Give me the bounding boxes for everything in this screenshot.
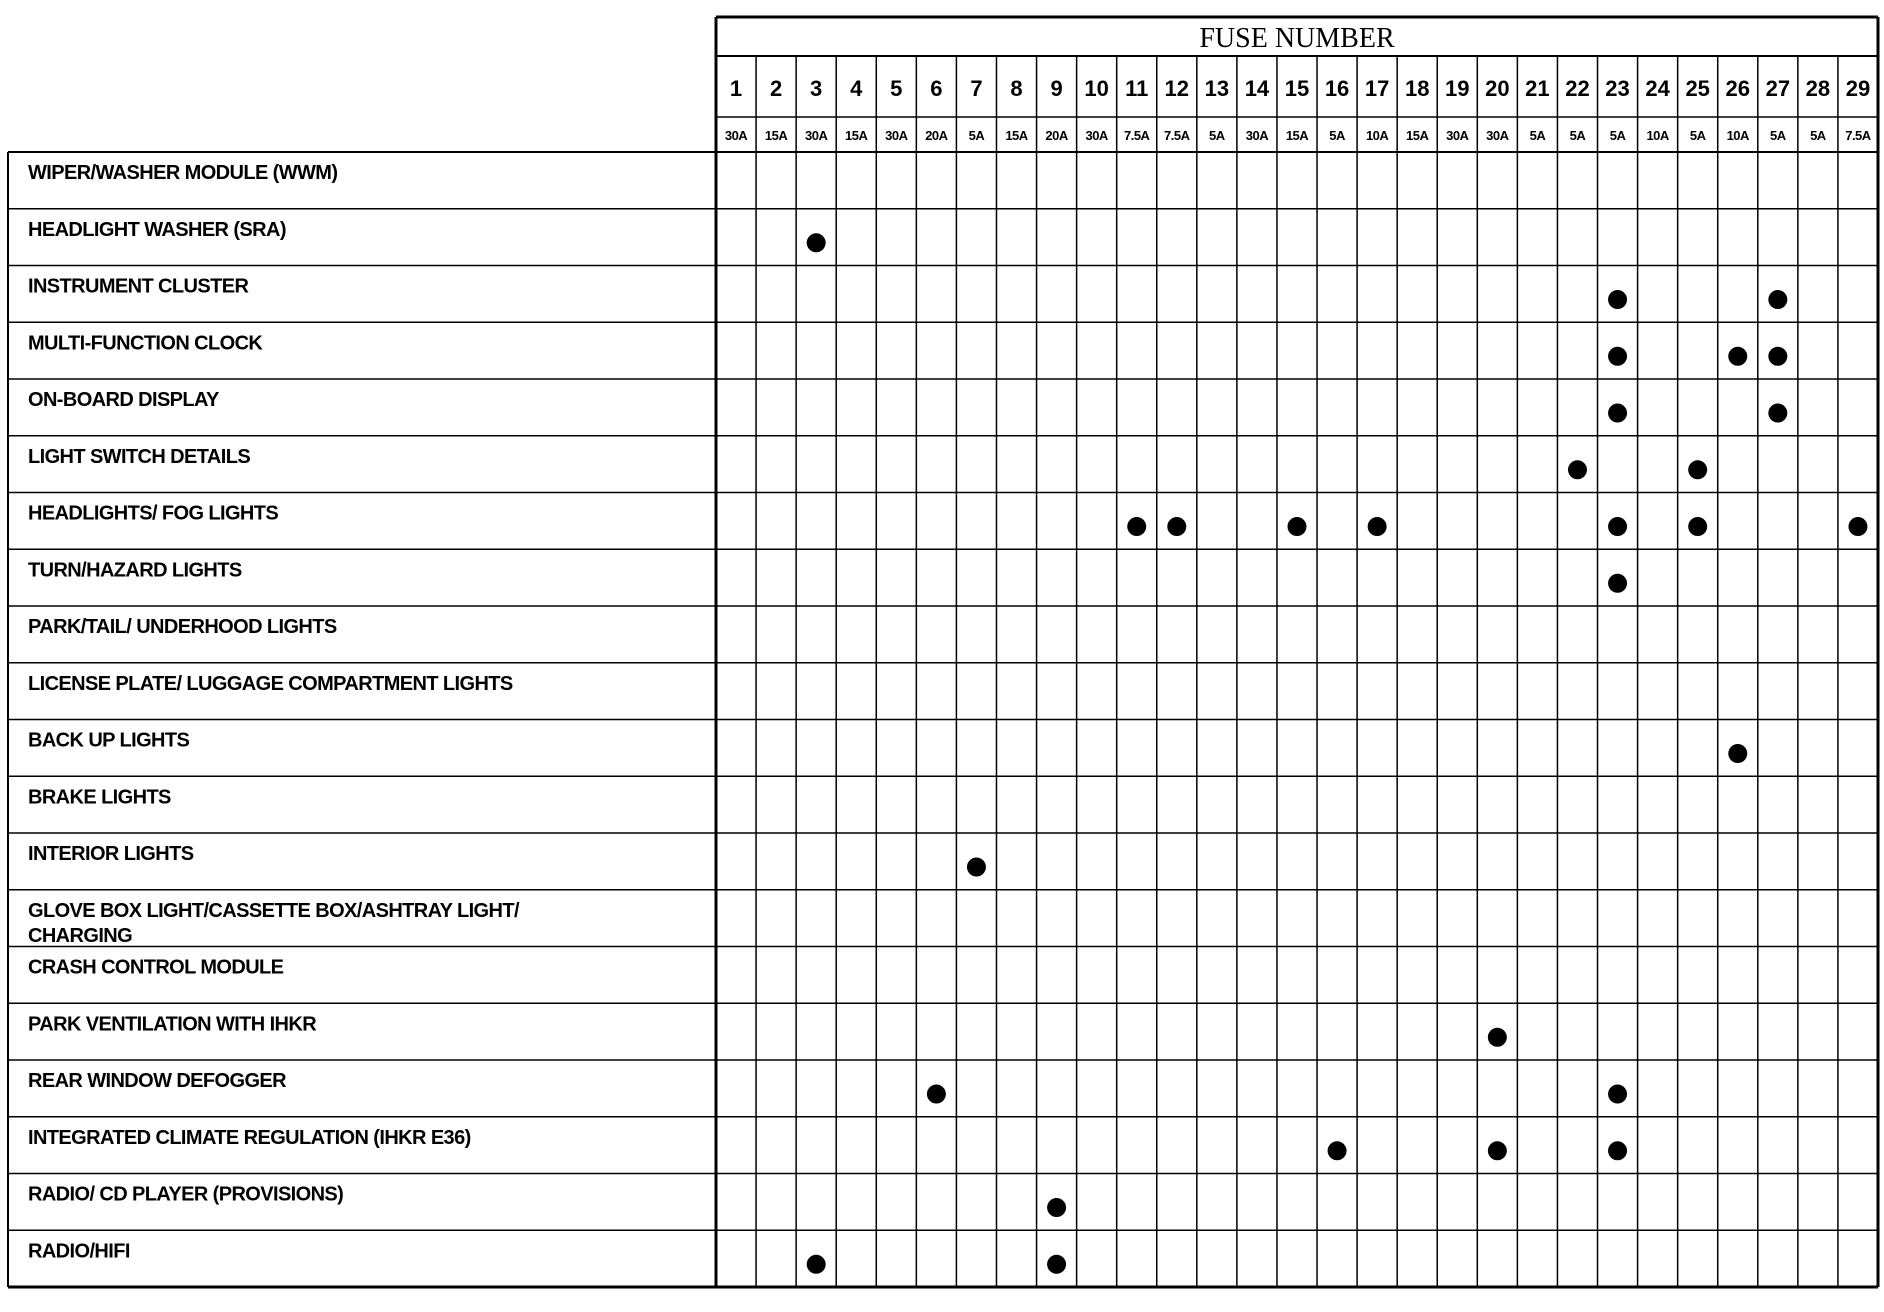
fuse-number: 12 xyxy=(1164,76,1190,101)
fuse-rating: 10A xyxy=(1726,128,1749,143)
fuse-number: 18 xyxy=(1404,76,1430,101)
fuse-rating: 30A xyxy=(724,128,748,143)
fuse-marker-dot xyxy=(1608,347,1627,366)
circuit-label: LICENSE PLATE/ LUGGAGE COMPARTMENT LIGHTS xyxy=(28,672,513,695)
circuit-label: CRASH CONTROL MODULE xyxy=(28,956,284,979)
fuse-number: 23 xyxy=(1605,76,1630,101)
fuse-marker-dot xyxy=(1768,404,1787,423)
fuse-number: 17 xyxy=(1364,76,1390,101)
fuse-rating: 30A xyxy=(885,128,908,143)
fuse-marker-dot xyxy=(1608,517,1627,536)
fuse-marker-dot xyxy=(1608,1141,1627,1160)
fuse-number: 16 xyxy=(1324,76,1350,101)
fuse-number: 11 xyxy=(1125,76,1149,101)
fuse-marker-dot xyxy=(967,858,986,877)
fuse-marker-dot xyxy=(1167,517,1186,536)
circuit-label: BRAKE LIGHTS xyxy=(28,786,171,809)
fuse-number: 26 xyxy=(1725,76,1751,101)
fuse-marker-dot xyxy=(1047,1255,1066,1274)
fuse-marker-dot xyxy=(1848,517,1867,536)
fuse-rating: 15A xyxy=(764,128,788,143)
circuit-label: HEADLIGHTS/ FOG LIGHTS xyxy=(28,502,279,525)
fuse-marker-dot xyxy=(1688,460,1707,479)
fuse-rating: 15A xyxy=(845,128,868,143)
fuse-rating: 10A xyxy=(1646,128,1669,143)
fuse-number: 1 xyxy=(729,76,743,101)
fuse-number: 21 xyxy=(1525,76,1550,101)
fuse-number: 8 xyxy=(1010,76,1023,101)
circuit-label: INTERIOR LIGHTS xyxy=(28,843,194,865)
circuit-label: INSTRUMENT CLUSTER xyxy=(28,275,249,298)
circuit-label: PARK/TAIL/ UNDERHOOD LIGHTS xyxy=(28,616,337,638)
fuse-number: 3 xyxy=(810,76,823,101)
fuse-marker-dot xyxy=(1328,1141,1347,1160)
fuse-number: 2 xyxy=(769,76,783,101)
fuse-number: 19 xyxy=(1445,76,1470,101)
fuse-rating: 20A xyxy=(1045,128,1068,143)
fuse-rating: 5A xyxy=(1689,128,1706,143)
fuse-marker-dot xyxy=(1568,460,1587,479)
fuse-marker-dot xyxy=(1768,290,1787,309)
fuse-rating: 5A xyxy=(1569,128,1586,143)
fuse-number: 5 xyxy=(890,76,903,101)
fuse-number: 4 xyxy=(850,76,863,101)
circuit-label: LIGHT SWITCH DETAILS xyxy=(28,445,251,468)
fuse-marker-dot xyxy=(1488,1028,1507,1047)
fuse-rating: 30A xyxy=(1446,128,1469,143)
fuse-rating: 30A xyxy=(1245,128,1269,143)
fuse-marker-dot xyxy=(1288,517,1307,536)
circuit-label: REAR WINDOW DEFOGGER xyxy=(28,1070,286,1092)
fuse-number: 13 xyxy=(1204,76,1230,101)
fuse-rating: 7.5A xyxy=(1123,128,1150,143)
fuse-markers xyxy=(807,233,1868,1274)
fuse-rating: 15A xyxy=(1005,128,1028,143)
fuse-rating: 7.5A xyxy=(1164,128,1190,143)
fuse-marker-dot xyxy=(1768,347,1787,366)
fuse-number: 9 xyxy=(1050,76,1063,101)
fuse-number: 28 xyxy=(1805,76,1831,101)
fuse-number: 20 xyxy=(1485,76,1510,101)
fuse-rating: 10A xyxy=(1365,128,1389,143)
fuse-number: 10 xyxy=(1084,76,1109,101)
circuit-label: TURN/HAZARD LIGHTS xyxy=(28,559,242,582)
fuse-marker-dot xyxy=(1127,517,1146,536)
fuse-number: 15 xyxy=(1284,76,1310,101)
circuit-label: PARK VENTILATION WITH IHKR xyxy=(28,1013,317,1036)
fuse-marker-dot xyxy=(1688,517,1707,536)
circuit-label: GLOVE BOX LIGHT/CASSETTE BOX/ASHTRAY LIGHT/ xyxy=(28,899,519,922)
fuse-number: 29 xyxy=(1845,76,1871,101)
fuse-number: 7 xyxy=(970,76,983,101)
fuse-marker-dot xyxy=(927,1085,946,1104)
fuse-marker-dot xyxy=(1608,574,1627,593)
fuse-marker-dot xyxy=(1047,1198,1066,1217)
fuse-number: 14 xyxy=(1244,76,1270,101)
fuse-marker-dot xyxy=(1728,347,1747,366)
circuit-label: CHARGING xyxy=(28,924,133,947)
circuit-label: WIPER/WASHER MODULE (WWM) xyxy=(28,162,338,184)
fuse-rating: 20A xyxy=(925,128,948,143)
fuse-marker-dot xyxy=(1608,290,1627,309)
fuse-marker-dot xyxy=(1488,1141,1507,1160)
circuit-label: INTEGRATED CLIMATE REGULATION (IHKR E36) xyxy=(28,1126,471,1149)
fuse-rating: 5A xyxy=(1529,128,1546,143)
fuse-marker-dot xyxy=(807,233,826,252)
fuse-rating: 7.5A xyxy=(1845,128,1871,143)
fuse-number: 24 xyxy=(1645,76,1670,101)
fuse-marker-dot xyxy=(1368,517,1387,536)
fuse-number: 22 xyxy=(1565,76,1590,101)
circuit-label: HEADLIGHT WASHER (SRA) xyxy=(28,218,286,241)
fuse-rating: 15A xyxy=(1406,128,1429,143)
fuse-number: 27 xyxy=(1765,76,1791,101)
fuse-marker-dot xyxy=(807,1255,826,1274)
fuse-rating: 5A xyxy=(1770,128,1786,143)
fuse-number-title: FUSE NUMBER xyxy=(1199,23,1395,54)
fuse-rating: 30A xyxy=(1486,128,1509,143)
fuse-rating: 30A xyxy=(804,128,828,143)
fuse-marker-dot xyxy=(1608,1085,1627,1104)
fuse-rating: 30A xyxy=(1085,128,1108,143)
fuse-rating: 5A xyxy=(968,128,985,143)
fuse-rating: 5A xyxy=(1329,128,1345,143)
fuse-rating: 5A xyxy=(1209,128,1225,143)
fuse-number: 6 xyxy=(930,76,943,101)
circuit-label: BACK UP LIGHTS xyxy=(28,729,190,752)
fuse-marker-dot xyxy=(1608,404,1627,423)
circuit-label: MULTI-FUNCTION CLOCK xyxy=(28,332,263,355)
circuit-label: ON-BOARD DISPLAY xyxy=(28,389,219,411)
circuit-label: RADIO/HIFI xyxy=(28,1240,130,1263)
fuse-rating: 5A xyxy=(1810,128,1826,143)
fuse-marker-dot xyxy=(1728,744,1747,763)
fuse-rating: 15A xyxy=(1285,128,1309,143)
fuse-rating: 5A xyxy=(1609,128,1626,143)
circuit-label: RADIO/ CD PLAYER (PROVISIONS) xyxy=(28,1183,344,1206)
fuse-number: 25 xyxy=(1685,76,1710,101)
